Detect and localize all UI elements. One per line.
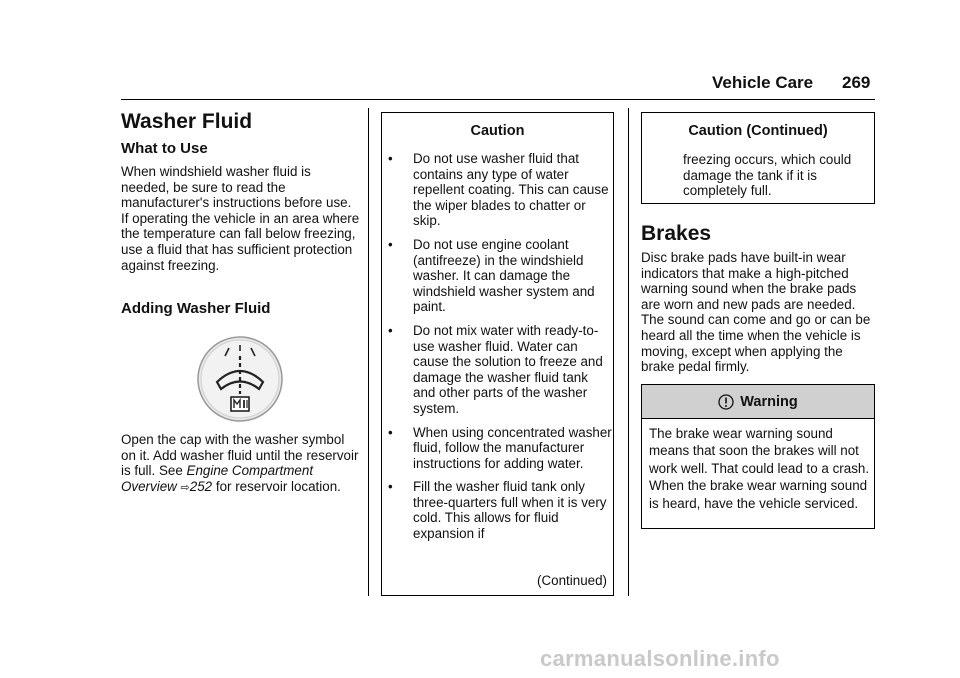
list-item: • Do not use engine coolant (antifreeze) in the windshield washer. It can damage the windshield washer system and paint.	[382, 237, 612, 315]
column-divider-left	[368, 108, 369, 596]
watermark: carmanualsonline.info	[540, 646, 780, 671]
warning-icon	[718, 394, 734, 410]
page-ref-number[interactable]: 252	[189, 478, 213, 494]
caution-box	[381, 112, 614, 596]
list-item: • Do not use washer fluid that contains any type of water repellent coating. This can cause the wiper blades to chatter or skip.	[382, 151, 612, 229]
warning-header	[642, 385, 874, 419]
warning-box	[641, 384, 875, 529]
caution-continued-title: Caution (Continued)	[688, 123, 828, 139]
header-rule	[121, 99, 875, 100]
what-to-use-heading: What to Use	[121, 140, 208, 157]
caution-continued-text: freezing occurs, which could damage the tank if it is completely full.	[683, 152, 852, 199]
bullet: •	[388, 236, 393, 252]
brakes-text: Disc brake pads have built-in wear indicators that make a high-pitched warning sound when the brake pads are worn and new pads are needed. The sound can come and go or can be heard all the time when the vehicle is moving, except when applying the brake pedal firmly.	[641, 250, 871, 375]
caution-list	[382, 151, 612, 550]
warning-text: The brake wear warning sound means that soon the brakes will not work well. That could lead to a crash. When the brake wear warning sound is heard, have the vehicle serviced.	[649, 426, 870, 511]
adding-washer-fluid-heading: Adding Washer Fluid	[121, 300, 271, 317]
warning-title: Warning	[740, 393, 798, 410]
column-divider-right	[628, 108, 629, 596]
caution-continued-label: (Continued)	[537, 573, 607, 589]
page-number: 269	[842, 73, 871, 92]
running-header-section: Vehicle Care	[712, 73, 814, 92]
washer-fluid-symbol-icon	[195, 334, 285, 424]
list-item: • Fill the washer fluid tank only three-quarters full when it is very cold. This allows for fluid expansion if	[382, 479, 612, 541]
caution-title: Caution	[470, 123, 525, 139]
washer-fluid-heading: Washer Fluid	[121, 110, 253, 133]
list-item: • Do not mix water with ready-to-use washer fluid. Water can cause the solution to freeze and damage the washer fluid tank and other parts of the washer system.	[382, 323, 612, 417]
caution-continued-box	[641, 112, 875, 204]
bullet: •	[388, 479, 393, 495]
engine-compartment-link[interactable]: Engine Compartment Overview	[121, 463, 314, 494]
bullet: •	[388, 151, 393, 166]
page-ref-arrow-icon: ⇨	[180, 481, 190, 494]
washer-symbol-illustration	[195, 334, 285, 424]
list-item: • When using concentrated washer fluid, follow the manufacturer instructions for adding water.	[382, 425, 612, 472]
adding-washer-fluid-text: Open the cap with the washer symbol on it. Add washer fluid until the reservoir is full. See Engine Compartment Overview ⇨252 for reservoir location.	[121, 432, 359, 494]
bullet: •	[388, 424, 393, 440]
what-to-use-text: When windshield washer fluid is needed, be sure to read the manufacturer's instructions before use. If operating the vehicle in an area where the temperature can fall below freezing, use a fluid that has sufficient protection against freezing.	[121, 164, 360, 273]
brakes-heading: Brakes	[641, 222, 712, 245]
bullet: •	[388, 322, 393, 338]
